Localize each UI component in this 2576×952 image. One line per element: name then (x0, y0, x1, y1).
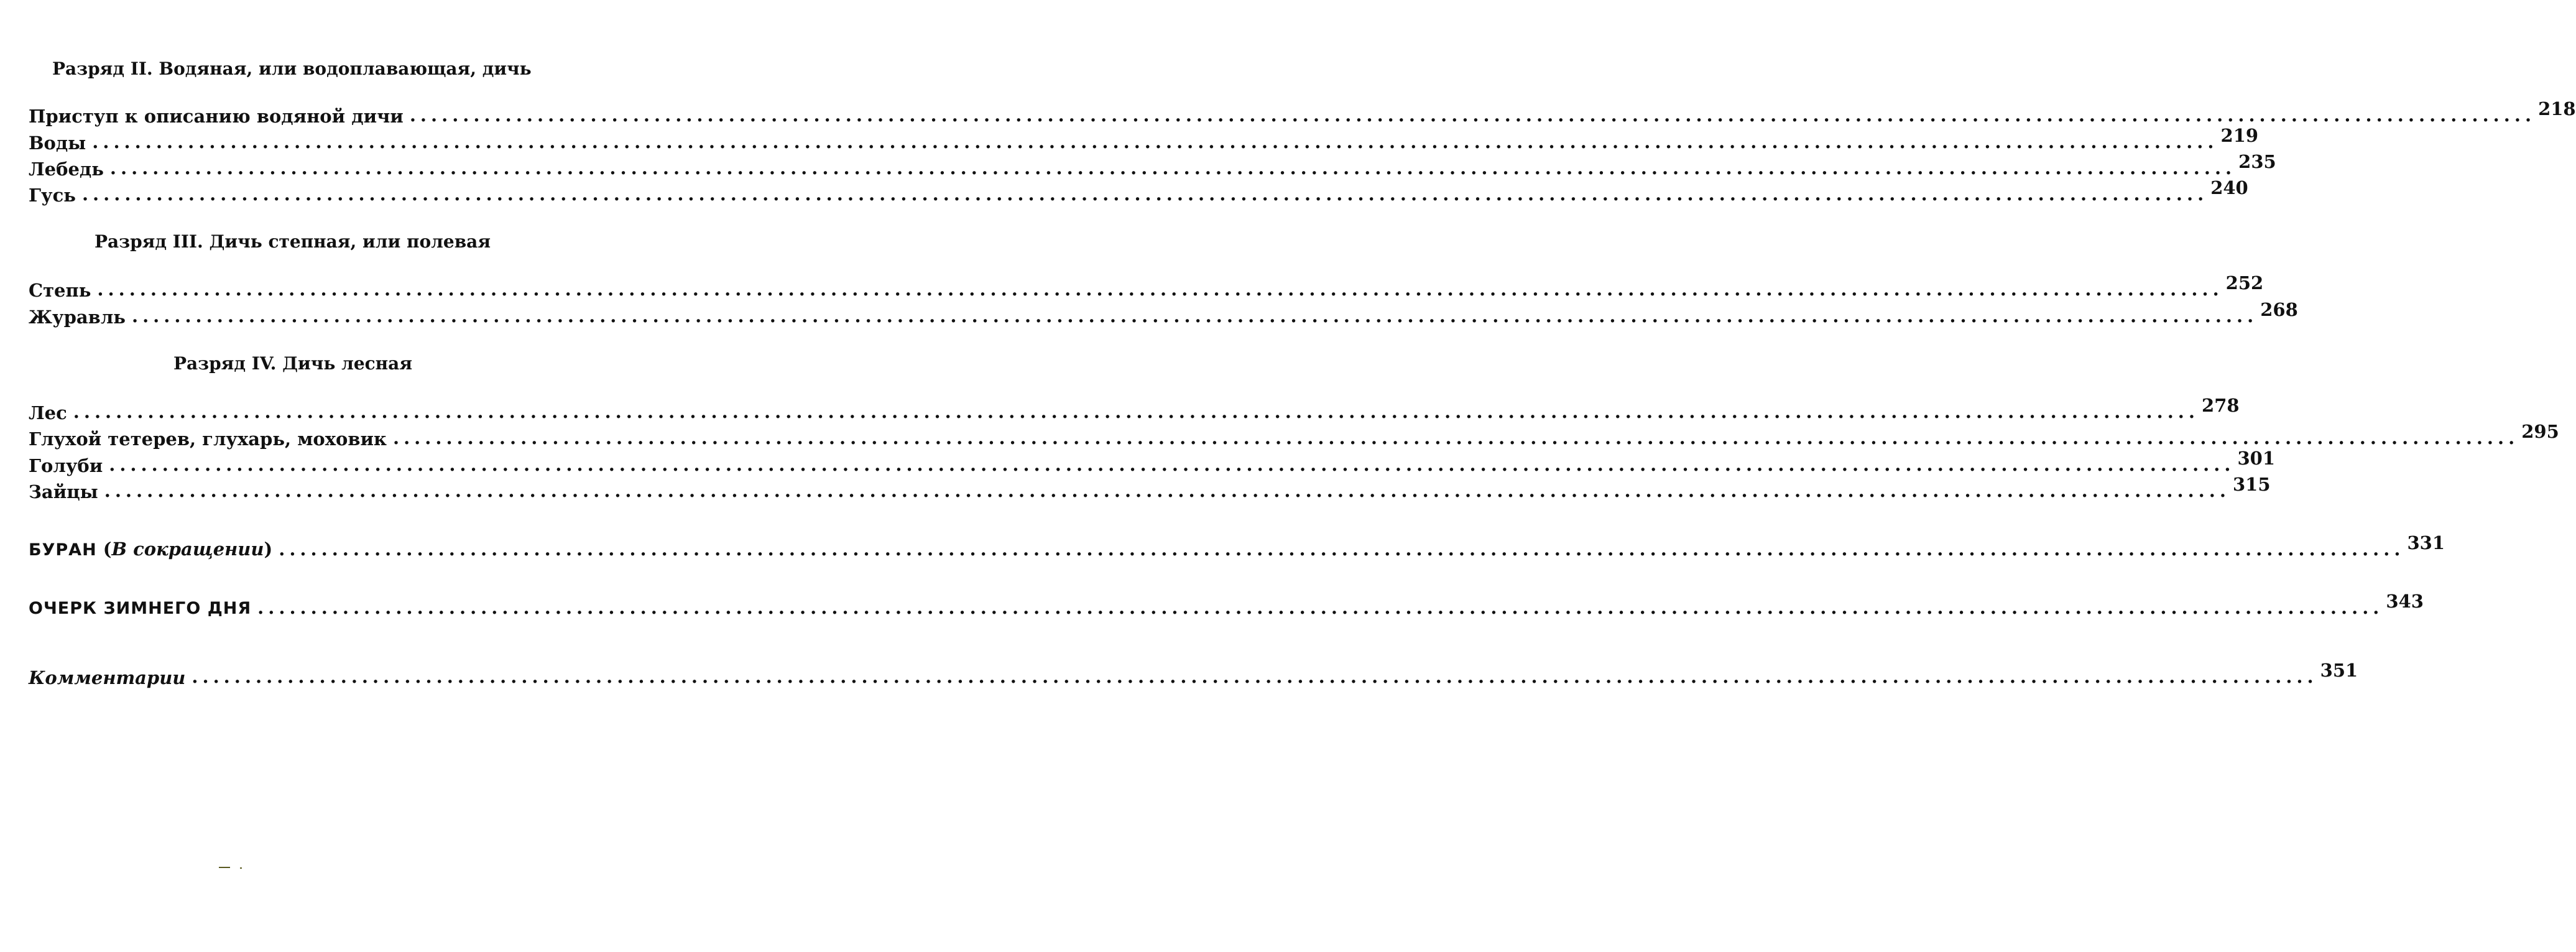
toc-entry-title: Журавль (29, 307, 126, 328)
toc-entry-title: Приступ к описанию водяной дичи (29, 106, 404, 127)
toc-entry[interactable] (29, 474, 2271, 502)
section-heading-3: Разряд III. Дичь степная, или полевая (95, 231, 491, 252)
toc-entry-comments[interactable] (29, 660, 2358, 688)
leader-dots: ........................................................................................................................................................................................................ (104, 480, 2230, 501)
toc-entry-title: Гусь (29, 185, 76, 206)
leader-dots: ........................................................................................................................................................................................................ (257, 597, 2384, 618)
toc-entry[interactable] (29, 272, 2264, 301)
speck-mark (240, 867, 242, 869)
toc-entry-page: 219 (2220, 125, 2259, 146)
toc-entry-title: ОЧЕРК ЗИМНЕГО ДНЯ (29, 599, 252, 618)
leader-dots: ........................................................................................................................................................................................................ (109, 454, 2235, 475)
toc-entry-title: Зайцы (29, 481, 98, 502)
toc-entry[interactable] (29, 299, 2298, 328)
toc-entry-page: 331 (2407, 532, 2445, 553)
leader-dots: ........................................................................................................................................................................................................ (92, 131, 2218, 152)
toc-entry-buran[interactable] (29, 532, 2445, 561)
section-heading-4: Разряд IV. Дичь лесная (173, 353, 413, 374)
leader-dots: ........................................................................................................................................................................................................ (192, 666, 2318, 687)
leader-dots: ........................................................................................................................................................................................................ (97, 279, 2223, 300)
toc-entry-page: 351 (2320, 660, 2358, 681)
leader-dots: ........................................................................................................................................................................................................ (409, 104, 2536, 126)
toc-entry-title: Глухой тетерев, глухарь, моховик (29, 428, 387, 450)
toc-entry[interactable] (29, 125, 2259, 154)
section-heading-2: Разряд II. Водяная, или водоплавающая, дичь (52, 58, 532, 79)
toc-entry-title: Воды (29, 132, 86, 154)
toc-entry-page: 295 (2521, 421, 2559, 442)
toc-entry-title: Комментарии (29, 667, 186, 688)
toc-entry[interactable] (29, 177, 2248, 206)
toc-entry-page: 235 (2238, 151, 2276, 172)
toc-entry[interactable] (29, 395, 2240, 423)
toc-entry-page: 218 (2538, 98, 2576, 119)
buran-note: В сокращении (111, 538, 264, 560)
toc-entry-page: 343 (2386, 591, 2424, 612)
leader-dots: ........................................................................................................................................................................................................ (279, 538, 2405, 560)
leader-dots: ........................................................................................................................................................................................................ (392, 427, 2519, 448)
toc-entry-title: Голуби (29, 455, 103, 476)
leader-dots: ........................................................................................................................................................................................................ (131, 305, 2258, 326)
leader-dots: ........................................................................................................................................................................................................ (109, 157, 2237, 178)
toc-entry-page: 278 (2202, 395, 2240, 416)
print-speck (219, 866, 244, 869)
leader-dots: ........................................................................................................................................................................................................ (73, 401, 2200, 422)
toc-entry-page: 240 (2210, 177, 2248, 198)
toc-entry[interactable] (29, 448, 2276, 476)
speck-mark (219, 867, 230, 868)
toc-entry-title: БУРАН (В сокращении) (29, 538, 273, 560)
toc-entry[interactable] (29, 151, 2276, 180)
toc-entry-page: 252 (2225, 272, 2264, 293)
toc-entry-ocherk[interactable] (29, 591, 2424, 619)
toc-entry[interactable] (29, 421, 2559, 450)
buran-title: БУРАН (29, 540, 97, 560)
toc-entry-page: 301 (2237, 448, 2276, 469)
toc-entry-title: Степь (29, 280, 91, 301)
leader-dots: ........................................................................................................................................................................................................ (81, 183, 2209, 205)
toc-entry-page: 315 (2232, 474, 2271, 495)
toc-entry-title: Лес (29, 402, 67, 423)
toc-entry-title: Лебедь (29, 159, 104, 180)
toc-entry-page: 268 (2260, 299, 2298, 320)
toc-entry[interactable] (29, 98, 2576, 127)
